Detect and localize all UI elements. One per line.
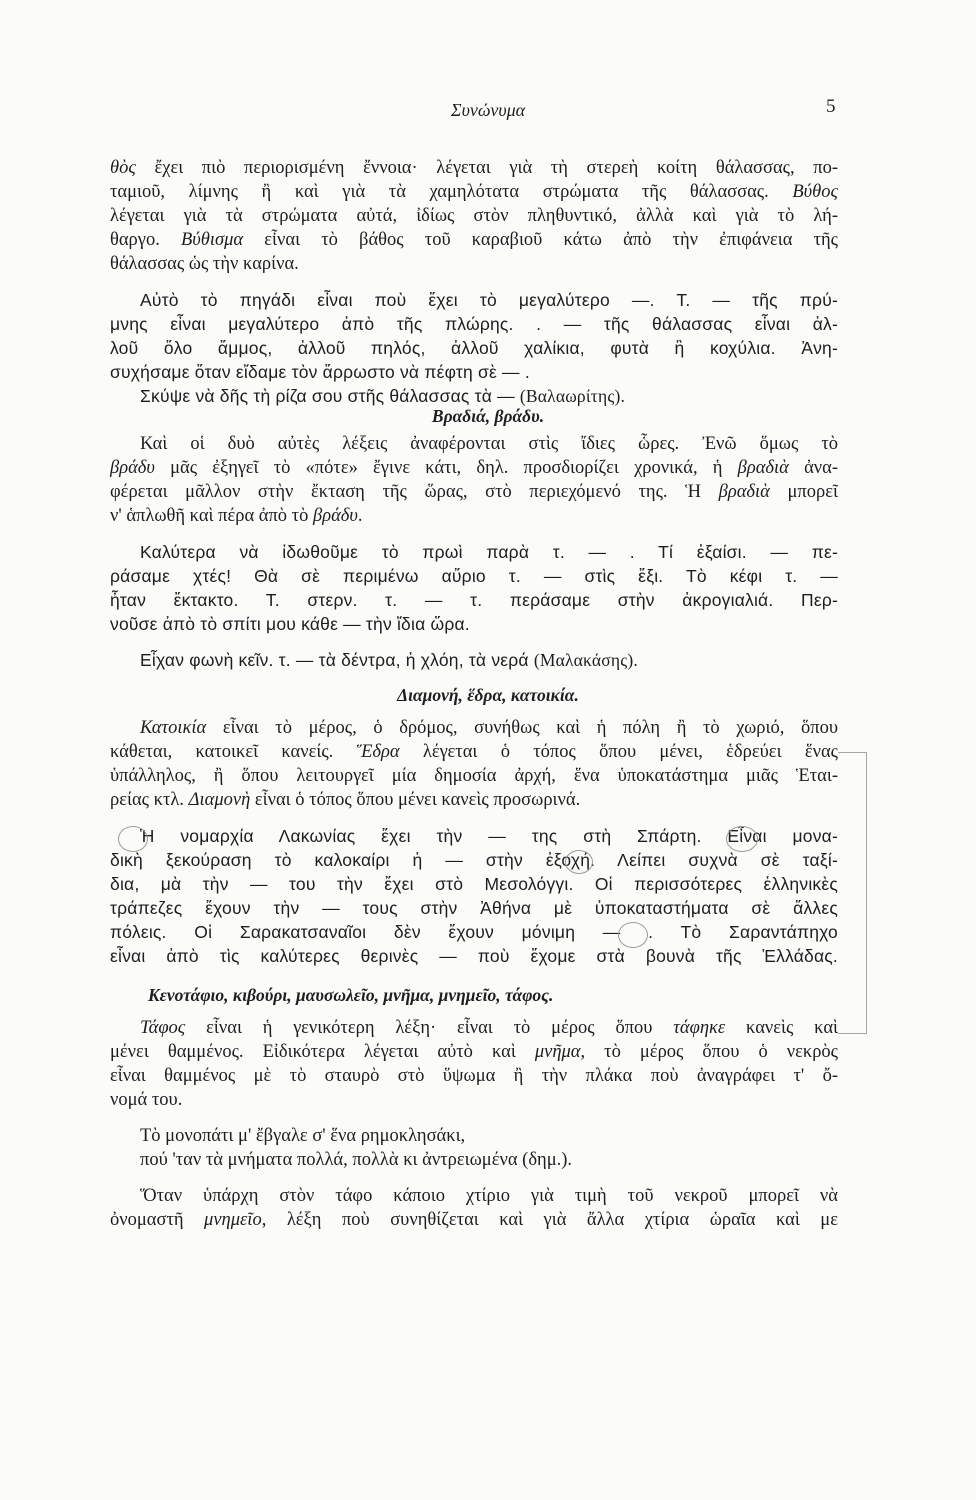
- text-line: [110, 613, 838, 635]
- text-segment: εἶναι ἀπὸ τὶς καλύτερες θερινὲς — ποὺ ἔχομε στὰ βουνὰ τῆς Ἑλλάδας.: [110, 946, 838, 966]
- text-segment: εἶναι θαμμένος μὲ τὸ σταυρὸ στὸ ὕψωμα ἢ τὴν πλάκα ποὺ ἀναγράφει τ' ὄ-: [110, 1066, 838, 1086]
- text-segment: πού 'ταν τὰ μνήματα πολλά, πολλὰ κι ἀντρειωμένα (δημ.).: [140, 1150, 573, 1170]
- text-segment: Ἡ νομαρχία Λακωνίας ἔχει τὴν — της στὴ Σπάρτη. Εἶναι μονα-: [140, 826, 838, 846]
- pencil-circle-mark: [726, 826, 758, 852]
- text-segment: Ὅταν ὑπάρχη στὸν τάφο κάποιο χτίριο γιὰ τιμὴ τοῦ νεκροῦ μπορεῖ νὰ: [140, 1186, 838, 1206]
- text-line: [110, 849, 838, 871]
- italic-term: Βύθισμα: [181, 230, 244, 250]
- text-segment: , τὸ μέρος ὅπου ὁ νεκρὸς: [580, 1042, 838, 1062]
- text-line: [110, 741, 838, 763]
- section-heading-vradia: Βραδιά, βράδυ.: [431, 406, 545, 426]
- italic-term: βραδιὰ: [718, 482, 770, 502]
- text-line: [110, 205, 838, 227]
- text-line: [110, 157, 838, 179]
- text-segment: ν' ἁπλωθῆ καὶ πέρα ἀπὸ τὸ: [110, 506, 313, 526]
- text-line: [110, 457, 838, 479]
- italic-term: Ἕδρα: [356, 742, 400, 762]
- text-segment: θαργο.: [110, 230, 181, 250]
- text-segment: μένει θαμμένος. Εἰδικότερα λέγεται αὐτὸ καὶ: [110, 1042, 535, 1062]
- text-segment: ἀνα-: [788, 458, 838, 478]
- text-segment: μπορεῖ: [769, 482, 838, 502]
- text-segment: λέγεται γιὰ τὰ στρώματα αὐτά, ἰδίως στὸν πληθυντικό, ἀλλὰ καὶ γιὰ τὸ λή-: [110, 206, 838, 226]
- text-segment: Εἶχαν φωνὴ κεῖν. τ. — τὰ δέντρα, ἡ χλόη, τὰ νερά: [140, 650, 534, 670]
- text-line: [110, 1089, 838, 1111]
- text-line: [140, 289, 838, 311]
- italic-term: Διαμονὴ: [188, 790, 251, 810]
- section-heading-kenotafio: Κενοτάφιο, κιβούρι, μαυσωλεῖο, μνῆμα, μνημεῖο, τάφος.: [148, 985, 554, 1005]
- pencil-bracket-mark: [838, 752, 867, 1034]
- text-line: [110, 361, 838, 383]
- pencil-circle-mark: [565, 850, 593, 874]
- text-line: [110, 337, 838, 359]
- text-line: [140, 1185, 838, 1207]
- text-segment: μᾶς ἐξηγεῖ τὸ «πότε» ἔγινε κάτι, δηλ. προσδιορίζει χρονικά, ἡ: [154, 458, 738, 478]
- text-line: [110, 589, 838, 611]
- text-line: [110, 481, 838, 503]
- text-line: [110, 229, 838, 251]
- text-line: [110, 1041, 838, 1063]
- text-segment: κάθεται, κατοικεῖ κανείς.: [110, 742, 357, 762]
- italic-term: μνημεῖο: [204, 1210, 262, 1230]
- text-segment: θάλασσας ὡς τὴν καρίνα.: [110, 254, 299, 274]
- text-segment: Καὶ οἱ δυὸ αὐτὲς λέξεις ἀναφέρονται στὶς ἴδιες ὧρες. Ἐνῶ ὅμως τὸ: [140, 434, 838, 454]
- text-segment: Τὸ μονοπάτι μ' ἔβγαλε σ' ἕνα ρημοκλησάκι,: [140, 1126, 466, 1146]
- text-segment: συχήσαμε ὅταν εἴδαμε τὸν ἄρρωστο νὰ πέφτη σὲ — .: [110, 362, 530, 382]
- text-segment: λοῦ ὅλο ἄμμος, ἀλλοῦ πηλός, ἀλλοῦ χαλίκια, φυτὰ ἢ κοχύλια. Ἀνη-: [110, 338, 838, 358]
- text-segment: ράσαμε χτές! Θὰ σὲ περιμένω αὔριο τ. — στὶς ἔξι. Τὸ κέφι τ. —: [110, 566, 838, 586]
- text-line: [140, 433, 838, 455]
- text-segment: κανεὶς καὶ: [725, 1018, 838, 1038]
- text-segment: φέρεται μᾶλλον στὴν ἔκταση τῆς ὥρας, στὸ περιεχόμενό της. Ἡ: [110, 482, 719, 502]
- text-segment: Αὐτὸ τὸ πηγάδι εἶναι ποὺ ἔχει τὸ μεγαλύτερο —. Τ. — τῆς πρύ-: [140, 290, 838, 310]
- text-segment: δια, μὰ τὴν — του τὴν ἔχει στὸ Μεσολόγγι. Οἱ περισσότερες ἑλληνικὲς: [110, 874, 838, 894]
- text-line: [140, 385, 838, 407]
- text-line: [110, 921, 838, 943]
- text-segment: νομά του.: [110, 1090, 183, 1110]
- text-line: [140, 1017, 838, 1039]
- text-line: [140, 1149, 838, 1171]
- text-segment: δικὴ ξεκούραση τὸ καλοκαίρι ἡ — στὴν ἐξοχή. Λείπει συχνὰ σὲ ταξί-: [110, 850, 838, 870]
- text-segment: Σκύψε νὰ δῆς τὴ ρίζα σου στῆς θάλασσας τὰ —: [140, 386, 520, 406]
- text-segment: ταμιοῦ, λίμνης ἢ καὶ γιὰ τὰ χαμηλότατα στρώματα τῆς θάλασσας.: [110, 182, 793, 202]
- text-line: [140, 541, 838, 563]
- text-segment: , λέξη ποὺ συνηθίζεται καὶ γιὰ ἄλλα χτίρια ὡραῖα καὶ με: [261, 1210, 838, 1230]
- text-segment: πόλεις. Οἱ Σαρακατσαναῖοι δὲν ἔχουν μόνιμη — . Τὸ Σαραντάπηχο: [110, 922, 838, 942]
- text-line: [110, 313, 838, 335]
- italic-term: βράδυ: [110, 458, 155, 478]
- italic-term: τάφηκε: [673, 1018, 726, 1038]
- text-segment: λέγεται ὁ τόπος ὅπου μένει, ἑδρεύει ἕνας: [399, 742, 838, 762]
- text-segment: Καλύτερα νὰ ἰδωθοῦμε τὸ πρωὶ παρὰ τ. — . Τί ἐξαίσι. — πε-: [140, 542, 838, 562]
- text-line: [110, 789, 838, 811]
- text-segment: εἶναι τὸ βάθος τοῦ καραβιοῦ κάτω ἀπὸ τὴν ἐπιφάνεια τῆς: [243, 230, 838, 250]
- italic-term: Τάφος: [140, 1018, 186, 1038]
- italic-term: Βύθος: [792, 182, 838, 202]
- text-segment: εἶναι τὸ μέρος, ὁ δρόμος, συνήθως καὶ ἡ πόλη ἢ τὸ χωριό, ὅπου: [206, 718, 838, 738]
- text-line: [140, 717, 838, 739]
- text-segment: εἶναι ὁ τόπος ὅπου μένει κανεὶς προσωρινά.: [250, 790, 581, 810]
- italic-term: Κατοικία: [140, 718, 207, 738]
- running-header: Συνώνυμα: [450, 100, 526, 120]
- text-line: [110, 765, 838, 787]
- text-line: [110, 1209, 838, 1231]
- text-segment: (Βαλαωρίτης).: [519, 386, 626, 406]
- text-segment: ρείας κτλ.: [110, 790, 189, 810]
- page-number: 5: [826, 96, 836, 117]
- text-segment: μνης εἶναι μεγαλύτερο ἀπὸ τῆς πλώρης. . — τῆς θάλασσας εἶναι ἀλ-: [110, 314, 838, 334]
- text-line: [140, 1125, 838, 1147]
- text-segment: ὑπάλληλος, ἢ ὅπου λειτουργεῖ μία δημοσία ἀρχή, ἕνα ὑποκατάστημα μιᾶς Ἑται-: [110, 766, 838, 786]
- text-line: [110, 897, 838, 919]
- text-segment: .: [357, 506, 363, 526]
- text-segment: εἶναι ἡ γενικότερη λέξη· εἶναι τὸ μέρος ὅπου: [185, 1018, 674, 1038]
- text-segment: ἔχει πιὸ περιορισμένη ἔννοια· λέγεται γιὰ τὴ στερεὴ κοίτη θάλασσας, πο-: [135, 158, 838, 178]
- text-segment: ὀνομαστῆ: [110, 1210, 205, 1230]
- text-segment: (Μαλακάσης).: [533, 650, 638, 670]
- italic-term: βράδυ: [313, 506, 358, 526]
- pencil-circle-mark: [618, 922, 648, 948]
- section-heading-diamoni: Διαμονή, ἕδρα, κατοικία.: [397, 685, 579, 705]
- italic-term: μνῆμα: [534, 1042, 581, 1062]
- text-segment: τράπεζες ἔχουν τὴν — τους στὴν Ἀθήνα μὲ ὑποκαταστήματα σὲ ἄλλες: [110, 898, 838, 918]
- text-line: [110, 181, 838, 203]
- text-line: [110, 565, 838, 587]
- text-line: [110, 253, 838, 275]
- italic-term: θὸς: [110, 158, 136, 178]
- pencil-circle-mark: [118, 826, 148, 852]
- text-segment: νοῦσε ἀπὸ τὸ σπίτι μου κάθε — τὴν ἴδια ὥρα.: [110, 614, 470, 634]
- italic-term: βραδιὰ: [737, 458, 789, 478]
- text-line: [110, 873, 838, 895]
- text-line: [140, 649, 838, 671]
- text-line: [110, 945, 838, 967]
- text-segment: ἦταν ἔκτακτο. Τ. στερν. τ. — τ. περάσαμε στὴν ἀκρογιαλιά. Περ-: [110, 590, 838, 610]
- text-line: [110, 1065, 838, 1087]
- text-line: [110, 505, 838, 527]
